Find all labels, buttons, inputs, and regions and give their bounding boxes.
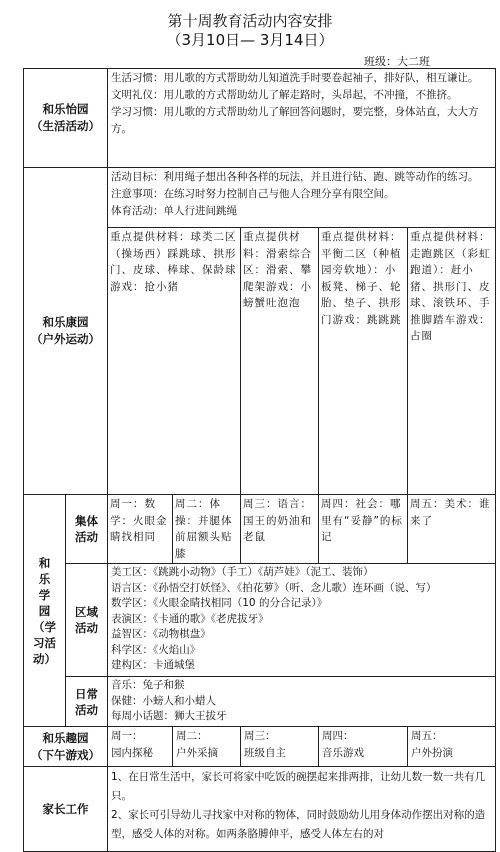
afternoon-label-sub: （下午游戏） — [31, 747, 100, 762]
outdoor-row — [24, 168, 496, 228]
parents-section-label: 家长工作 — [24, 767, 108, 852]
zone-line: 科学区：《火焰山》 — [111, 643, 201, 656]
afternoon-day-mon — [108, 727, 173, 767]
daily-activity-label — [66, 677, 108, 727]
zone-line: 表演区：《卡通的歌》《老虎拔牙》 — [111, 612, 269, 625]
zone-line: 数学区：《火眼金睛找相同（10 的分合记录）》 — [111, 597, 328, 609]
outdoor-pe: 体育活动：单人行进间跳绳 — [111, 205, 237, 217]
group-activity-label — [66, 495, 108, 564]
date-range: （3月10日— 3月14日） — [166, 31, 334, 49]
zone-label-line: 区域 — [75, 605, 98, 619]
learning-label-char: 和 — [38, 555, 51, 570]
afternoon-day: 周五： — [411, 730, 443, 742]
outdoor-section-label — [24, 168, 108, 495]
afternoon-game: 户外扮演 — [411, 747, 453, 759]
daily-label-line: 活动 — [75, 702, 98, 717]
outdoor-goals — [108, 168, 496, 228]
daily-line: 音乐：兔子和猴 — [111, 679, 185, 691]
learning-section-label — [24, 495, 66, 727]
group-activity-row — [24, 495, 496, 564]
outdoor-goal: 活动目标：利用绳子想出各种各样的玩法，并且进行钻、跑、跳等动作的练习。 — [111, 171, 479, 183]
learning-label-char: 乐 — [38, 571, 51, 586]
afternoon-day: 周二： — [176, 730, 208, 742]
afternoon-day-wed — [241, 727, 319, 767]
zone-activity-row — [24, 564, 496, 677]
group-day-thu: 周四：社会：哪里有“妥静”的标记 — [319, 495, 408, 564]
material-zone-4: 重点提供材料：走跑跳区（彩虹跑道）：赶小猪、拱形门、皮球、滚铁环、手推脚踏车游戏：占圈 — [408, 228, 496, 495]
daily-activity-content — [108, 677, 496, 727]
life-line: 文明礼仪：用儿歌的方式帮助幼儿了解走路时，头昂起，不冲撞，不推挤。 — [111, 89, 458, 101]
zone-line: 益智区：《动物棋盘》 — [111, 628, 211, 640]
learning-label-char: 学 — [38, 587, 51, 602]
parents-line: 2、家长可引导幼儿寻找家中对称的物体，同时鼓励幼儿用身体动作摆出对称的造型，感受人体的对称。如两条胳膊伸平，感受人体左右的对 — [111, 809, 486, 840]
daily-activity-row — [24, 677, 496, 727]
group-label-line: 集体 — [75, 514, 98, 528]
life-section-label — [24, 69, 108, 168]
afternoon-game: 班级自主 — [244, 747, 286, 759]
parents-content — [108, 767, 496, 852]
afternoon-game: 户外采摘 — [176, 747, 218, 759]
parents-row — [24, 767, 496, 852]
afternoon-row — [24, 727, 496, 767]
parents-line: 1、在日常生活中，家长可将家中吃饭的碗摆起来排两排，让幼儿数一数一共有几只。 — [111, 771, 486, 802]
afternoon-game: 音乐游戏 — [322, 747, 364, 759]
life-line: 学习习惯：用儿歌的方式帮助幼儿了解回答问题时，要完整，身体站直，大大方方。 — [111, 106, 479, 135]
afternoon-day-fri — [408, 727, 496, 767]
life-row — [24, 69, 496, 168]
daily-line: 保健：小螃人和小蜡人 — [111, 694, 216, 707]
afternoon-section-label — [24, 727, 108, 767]
afternoon-label-main: 和乐趣园 — [42, 730, 89, 745]
schedule-table — [23, 68, 496, 852]
zone-activity-content — [108, 564, 496, 677]
life-label-main: 和乐怡园 — [42, 102, 89, 116]
afternoon-day-tue — [173, 727, 241, 767]
daily-line: 每周小话题：狮大王拔牙 — [111, 710, 227, 722]
afternoon-day-thu — [319, 727, 408, 767]
group-day-tue: 周二：体操：并腿体前屈额头贴膝 — [173, 495, 241, 564]
outdoor-label-sub: （户外运动） — [31, 332, 100, 346]
zone-activity-label — [66, 564, 108, 677]
group-day-mon: 周一：数学：火眼金睛找相同 — [108, 495, 173, 564]
life-content — [108, 69, 496, 168]
learning-label-char: 园 — [38, 603, 51, 618]
life-line: 生活习惯：用儿歌的方式帮助幼儿知道洗手时要卷起袖子，排好队，相互谦让。 — [111, 72, 479, 84]
outdoor-note: 注意事项：在练习时努力控制自己与他人合理分享有限空间。 — [111, 188, 395, 200]
zone-line: 美工区：《跳跳小动物》（手工）《葫芦娃》（泥工、装饰） — [111, 566, 374, 578]
material-zone-2: 重点提供材料：滑索综合区：滑索、攀爬架游戏：小螃蟹吐泡泡 — [241, 228, 319, 495]
class-label: 班级：大二班 — [364, 55, 430, 68]
zone-label-line: 活动 — [75, 621, 98, 635]
group-label-line: 活动 — [75, 530, 98, 544]
afternoon-game: 园内探秘 — [111, 747, 153, 759]
daily-label-line: 日常 — [75, 686, 98, 701]
material-zone-1: 重点提供材料：球类二区（操场西）踩跳球、拱形门、皮球、棒球、保龄球游戏：抢小猪 — [108, 228, 241, 495]
life-label-sub: （生活活动） — [31, 119, 100, 133]
learning-label-char: 习活 — [33, 635, 56, 650]
group-day-fri: 周五：美术：谁来了 — [408, 495, 496, 564]
zone-line: 建构区：卡通城堡 — [111, 659, 195, 671]
page-title: 第十周教育活动内容安排 — [167, 12, 333, 30]
afternoon-day: 周一： — [111, 730, 143, 742]
afternoon-day: 周三： — [244, 730, 276, 742]
learning-label-char: （学 — [33, 619, 56, 634]
material-zone-3: 重点提供材料：平衡二区（种植园旁软地）：小板凳、梯子、轮胎、垫子、拱形门游戏：跳跳跳 — [319, 228, 408, 495]
learning-label-char: 动） — [33, 651, 56, 666]
group-day-wed: 周三：语言：国王的奶油和老鼠 — [241, 495, 319, 564]
outdoor-label-main: 和乐康园 — [42, 315, 89, 329]
zone-line: 语言区：《孙悟空打妖怪》、《拍花萝》（听、念儿歌）连环画（说、写） — [111, 581, 437, 594]
afternoon-day: 周四： — [322, 730, 354, 742]
